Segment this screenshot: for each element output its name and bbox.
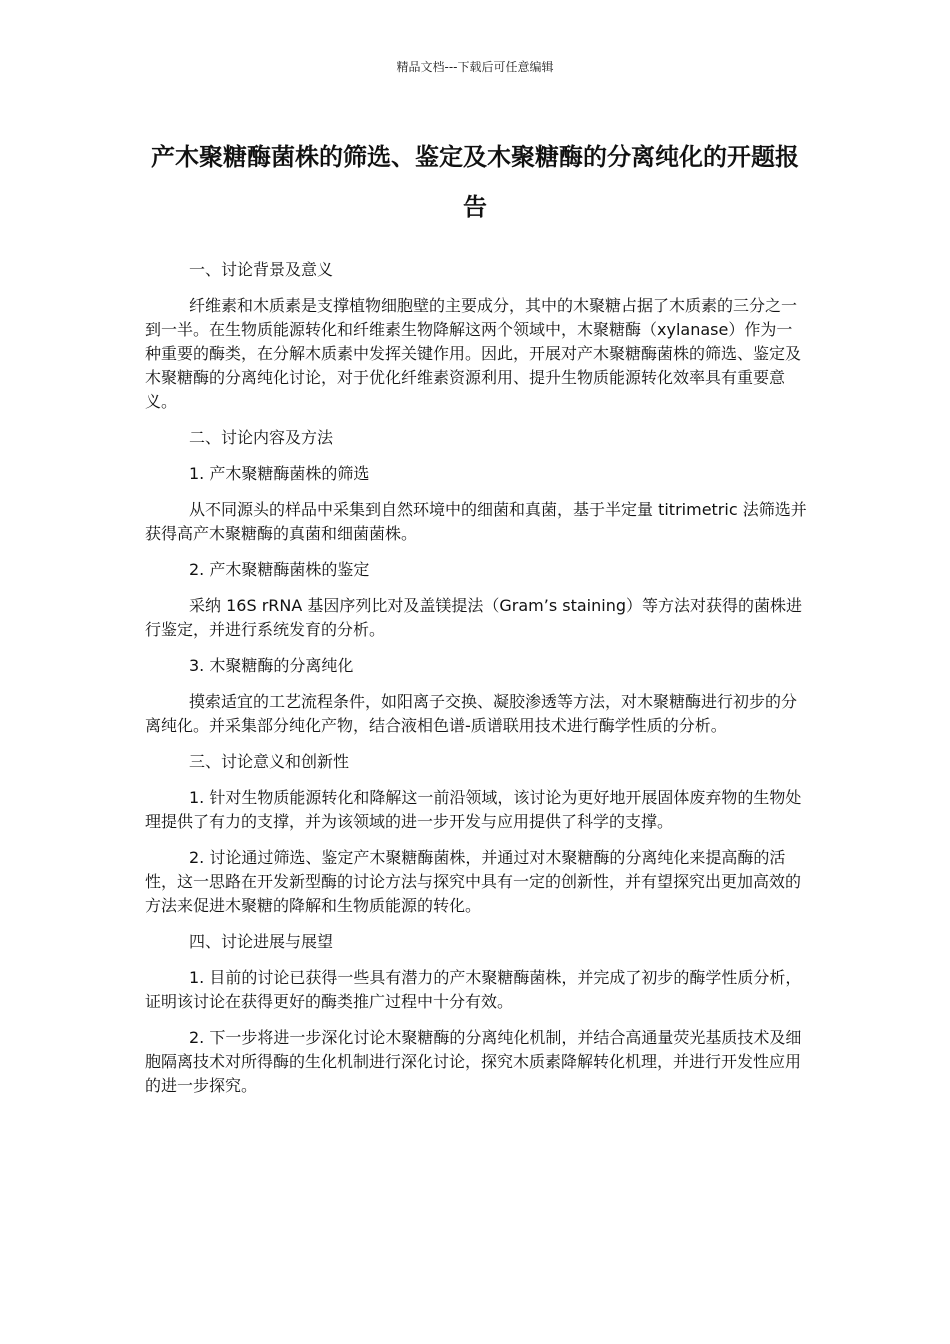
subheading-purification: 3. 木聚糖酶的分离纯化 xyxy=(189,656,354,675)
header-note: 精品文档---下载后可任意编辑 xyxy=(396,60,554,74)
paragraph-identification: 采纳 16S rRNA 基因序列比对及盖镁提法（Gram’s staining）等方法对获得的菌株进行鉴定，并进行系统发育的分析。 xyxy=(145,596,803,639)
subheading-screening: 1. 产木聚糖酶菌株的筛选 xyxy=(189,464,370,483)
section-heading-progress: 四、讨论进展与展望 xyxy=(189,932,334,951)
subheading-identification: 2. 产木聚糖酶菌株的鉴定 xyxy=(189,560,370,579)
section-heading-significance: 三、讨论意义和创新性 xyxy=(189,752,350,771)
paragraph-significance-2: 2. 讨论通过筛选、鉴定产木聚糖酶菌株，并通过对木聚糖酶的分离纯化来提高酶的活性，这一思路在开发新型酶的讨论方法与探究中具有一定的创新性，并有望探究出更加高效的方法来促进木聚糖的降解和生物质能源的转化。 xyxy=(145,848,802,915)
paragraph-significance-1: 1. 针对生物质能源转化和降解这一前沿领域，该讨论为更好地开展固体废弃物的生物处理提供了有力的支撑，并为该领域的进一步开发与应用提供了科学的支撑。 xyxy=(145,788,802,831)
paragraph-purification: 摸索适宜的工艺流程条件，如阳离子交换、凝胶渗透等方法，对木聚糖酶进行初步的分离纯化。并采集部分纯化产物，结合液相色谱-质谱联用技术进行酶学性质的分析。 xyxy=(145,692,798,735)
section-heading-methods: 二、讨论内容及方法 xyxy=(189,428,334,447)
paragraph-progress-1: 1. 目前的讨论已获得一些具有潜力的产木聚糖酶菌株，并完成了初步的酶学性质分析，证明该讨论在获得更好的酶类推广过程中十分有效。 xyxy=(145,968,802,1011)
document-body xyxy=(145,258,807,1110)
paragraph-progress-2: 2. 下一步将进一步深化讨论木聚糖酶的分离纯化机制，并结合高通量荧光基质技术及细胞隔离技术对所得酶的生化机制进行深化讨论，探究木质素降解转化机理，并进行开发性应用的进一步探究。 xyxy=(145,1028,802,1095)
paragraph-background: 纤维素和木质素是支撑植物细胞壁的主要成分，其中的木聚糖占据了木质素的三分之一到一半。在生物质能源转化和纤维素生物降解这两个领域中，木聚糖酶（xylanase）作为一种重要的酶类，在分解木质素中发挥关键作用。因此，开展对产木聚糖酶菌株的筛选、鉴定及木聚糖酶的分离纯化讨论，对于优化纤维素资源利用、提升生物质能源转化效率具有重要意义。 xyxy=(145,296,802,411)
paragraph-screening: 从不同源头的样品中采集到自然环境中的细菌和真菌，基于半定量 titrimetric 法筛选并获得高产木聚糖酶的真菌和细菌菌株。 xyxy=(145,500,807,543)
document-title: 产木聚糖酶菌株的筛选、鉴定及木聚糖酶的分离纯化的开题报告 xyxy=(151,142,799,221)
section-heading-background: 一、讨论背景及意义 xyxy=(189,260,334,279)
